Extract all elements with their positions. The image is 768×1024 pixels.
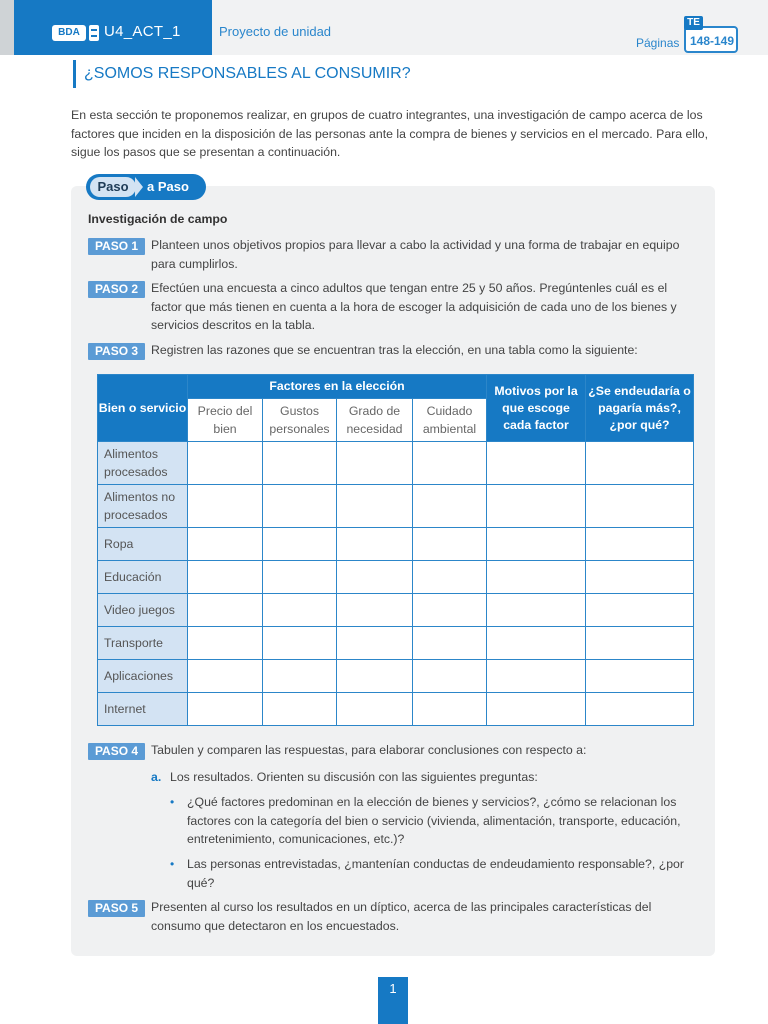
table-cell[interactable] <box>586 561 694 594</box>
table-cell[interactable] <box>487 627 586 660</box>
table-cell[interactable] <box>487 561 586 594</box>
activity-code: U4_ACT_1 <box>104 23 181 40</box>
table-cell[interactable] <box>487 594 586 627</box>
table-cell[interactable] <box>586 627 694 660</box>
table-row <box>98 693 694 726</box>
header-endeudaria: ¿Se endeudaría o pagaría más?, ¿por qué? <box>586 375 694 442</box>
pages-label: Páginas <box>636 36 680 50</box>
step-4-badge: PASO 4 <box>88 743 145 760</box>
bda-badge: BDA <box>52 25 86 41</box>
table-cell[interactable] <box>413 561 487 594</box>
row-label: Transporte <box>98 627 188 660</box>
table-cell[interactable] <box>188 485 263 528</box>
row-label: Aplicaciones <box>98 660 188 693</box>
table-cell[interactable] <box>337 693 413 726</box>
table-cell[interactable] <box>263 561 337 594</box>
header-factor-gustos: Gustos personales <box>263 399 337 442</box>
table-cell[interactable] <box>337 561 413 594</box>
table-row <box>98 485 694 528</box>
panel-subtitle: Investigación de campo <box>88 212 228 226</box>
step-5-badge: PASO 5 <box>88 900 145 917</box>
paso-tag-right: a Paso <box>147 179 189 194</box>
row-label: Internet <box>98 693 188 726</box>
page-title: ¿SOMOS RESPONSABLES AL CONSUMIR? <box>84 65 411 82</box>
table-cell[interactable] <box>586 485 694 528</box>
table-cell[interactable] <box>586 442 694 485</box>
table-cell[interactable] <box>413 485 487 528</box>
table-cell[interactable] <box>188 594 263 627</box>
title-accent-bar <box>73 60 76 88</box>
document-icon <box>89 25 99 41</box>
paso-tag-left: Paso <box>90 177 136 197</box>
survey-table <box>97 374 694 726</box>
header-factor-ambiental: Cuidado ambiental <box>413 399 487 442</box>
table-row <box>98 528 694 561</box>
table-cell[interactable] <box>188 528 263 561</box>
table-cell[interactable] <box>263 660 337 693</box>
table-cell[interactable] <box>413 693 487 726</box>
intro-paragraph: En esta sección te proponemos realizar, en grupos de cuatro integrantes, una investigación de campo acerca de los factores que inciden en la disposición de las personas ante la compra de bienes y servicios en el mercado. Para ello, sigue los pasos que se presentan a continuación. <box>71 108 709 159</box>
table-cell[interactable] <box>188 693 263 726</box>
table-cell[interactable] <box>413 627 487 660</box>
table-cell[interactable] <box>337 660 413 693</box>
table-cell[interactable] <box>263 485 337 528</box>
table-cell[interactable] <box>413 442 487 485</box>
page-number: 1 <box>378 977 408 1024</box>
bullet-marker: • <box>170 795 175 809</box>
row-label: Alimentos no procesados <box>98 485 188 528</box>
step-4-letter: a. <box>151 770 162 784</box>
row-label: Video juegos <box>98 594 188 627</box>
table-cell[interactable] <box>487 660 586 693</box>
table-cell[interactable] <box>188 442 263 485</box>
table-cell[interactable] <box>487 442 586 485</box>
table-cell[interactable] <box>487 693 586 726</box>
header-bien-servicio: Bien o servicio <box>98 375 188 442</box>
question-bullet-2: Las personas entrevistadas, ¿mantenían conductas de endeudamiento responsable?, ¿por qué? <box>187 857 684 890</box>
table-cell[interactable] <box>188 627 263 660</box>
table-cell[interactable] <box>263 442 337 485</box>
table-cell[interactable] <box>337 485 413 528</box>
step-1-badge: PASO 1 <box>88 238 145 255</box>
table-cell[interactable] <box>586 594 694 627</box>
table-row <box>98 561 694 594</box>
question-bullet-1: ¿Qué factores predominan en la elección de bienes y servicios?, ¿cómo se relacionan los factores con la categoría del bien o servicio (vivienda, alimentación, transporte, educación, entretenimiento, comunicaciones, etc.)? <box>187 795 681 846</box>
table-row <box>98 627 694 660</box>
table-cell[interactable] <box>413 594 487 627</box>
table-cell[interactable] <box>586 660 694 693</box>
pages-number: 148-149 <box>689 34 735 48</box>
table-cell[interactable] <box>487 528 586 561</box>
table-cell[interactable] <box>337 528 413 561</box>
header-factores: Factores en la elección <box>188 375 487 399</box>
step-4-a-text: Los resultados. Orienten su discusión con las siguientes preguntas: <box>170 770 538 784</box>
table-cell[interactable] <box>337 442 413 485</box>
row-label: Alimentos procesados <box>98 442 188 485</box>
section-name: Proyecto de unidad <box>219 24 332 39</box>
table-cell[interactable] <box>337 594 413 627</box>
row-label: Educación <box>98 561 188 594</box>
header-left-strip <box>0 0 14 55</box>
table-row <box>98 594 694 627</box>
header-factor-necesidad: Grado de necesidad <box>337 399 413 442</box>
table-cell[interactable] <box>263 627 337 660</box>
step-3-text: Registren las razones que se encuentran tras la elección, en una tabla como la siguiente: <box>151 343 638 357</box>
header-motivos: Motivos por la que escoge cada factor <box>487 375 586 442</box>
table-cell[interactable] <box>487 485 586 528</box>
row-label: Ropa <box>98 528 188 561</box>
step-1-text: Planteen unos objetivos propios para llevar a cabo la actividad y una forma de trabajar en equipo para cumplirlos. <box>151 238 680 271</box>
table-row <box>98 442 694 485</box>
table-cell[interactable] <box>188 660 263 693</box>
table-cell[interactable] <box>413 660 487 693</box>
header-factor-precio: Precio del bien <box>188 399 263 442</box>
table-cell[interactable] <box>413 528 487 561</box>
table-cell[interactable] <box>263 594 337 627</box>
step-2-badge: PASO 2 <box>88 281 145 298</box>
te-badge: TE <box>684 16 703 30</box>
table-row <box>98 660 694 693</box>
table-cell[interactable] <box>586 693 694 726</box>
bullet-marker: • <box>170 857 175 871</box>
step-4-text: Tabulen y comparen las respuestas, para elaborar conclusiones con respecto a: <box>151 743 587 757</box>
table-cell[interactable] <box>337 627 413 660</box>
table-cell[interactable] <box>263 528 337 561</box>
table-cell[interactable] <box>586 528 694 561</box>
table-cell[interactable] <box>188 561 263 594</box>
step-3-badge: PASO 3 <box>88 343 145 360</box>
table-cell[interactable] <box>263 693 337 726</box>
step-2-text: Efectúen una encuesta a cinco adultos que tengan entre 25 y 50 años. Pregúntenles cuál es el factor que más tienen en cuenta a la hora de escoger la adquisición de cada uno de los bienes y servicios descritos en la tabla. <box>151 281 677 332</box>
step-5-text: Presenten al curso los resultados en un díptico, acerca de las principales características del consumo que detectaron en los encuestados. <box>151 900 652 933</box>
